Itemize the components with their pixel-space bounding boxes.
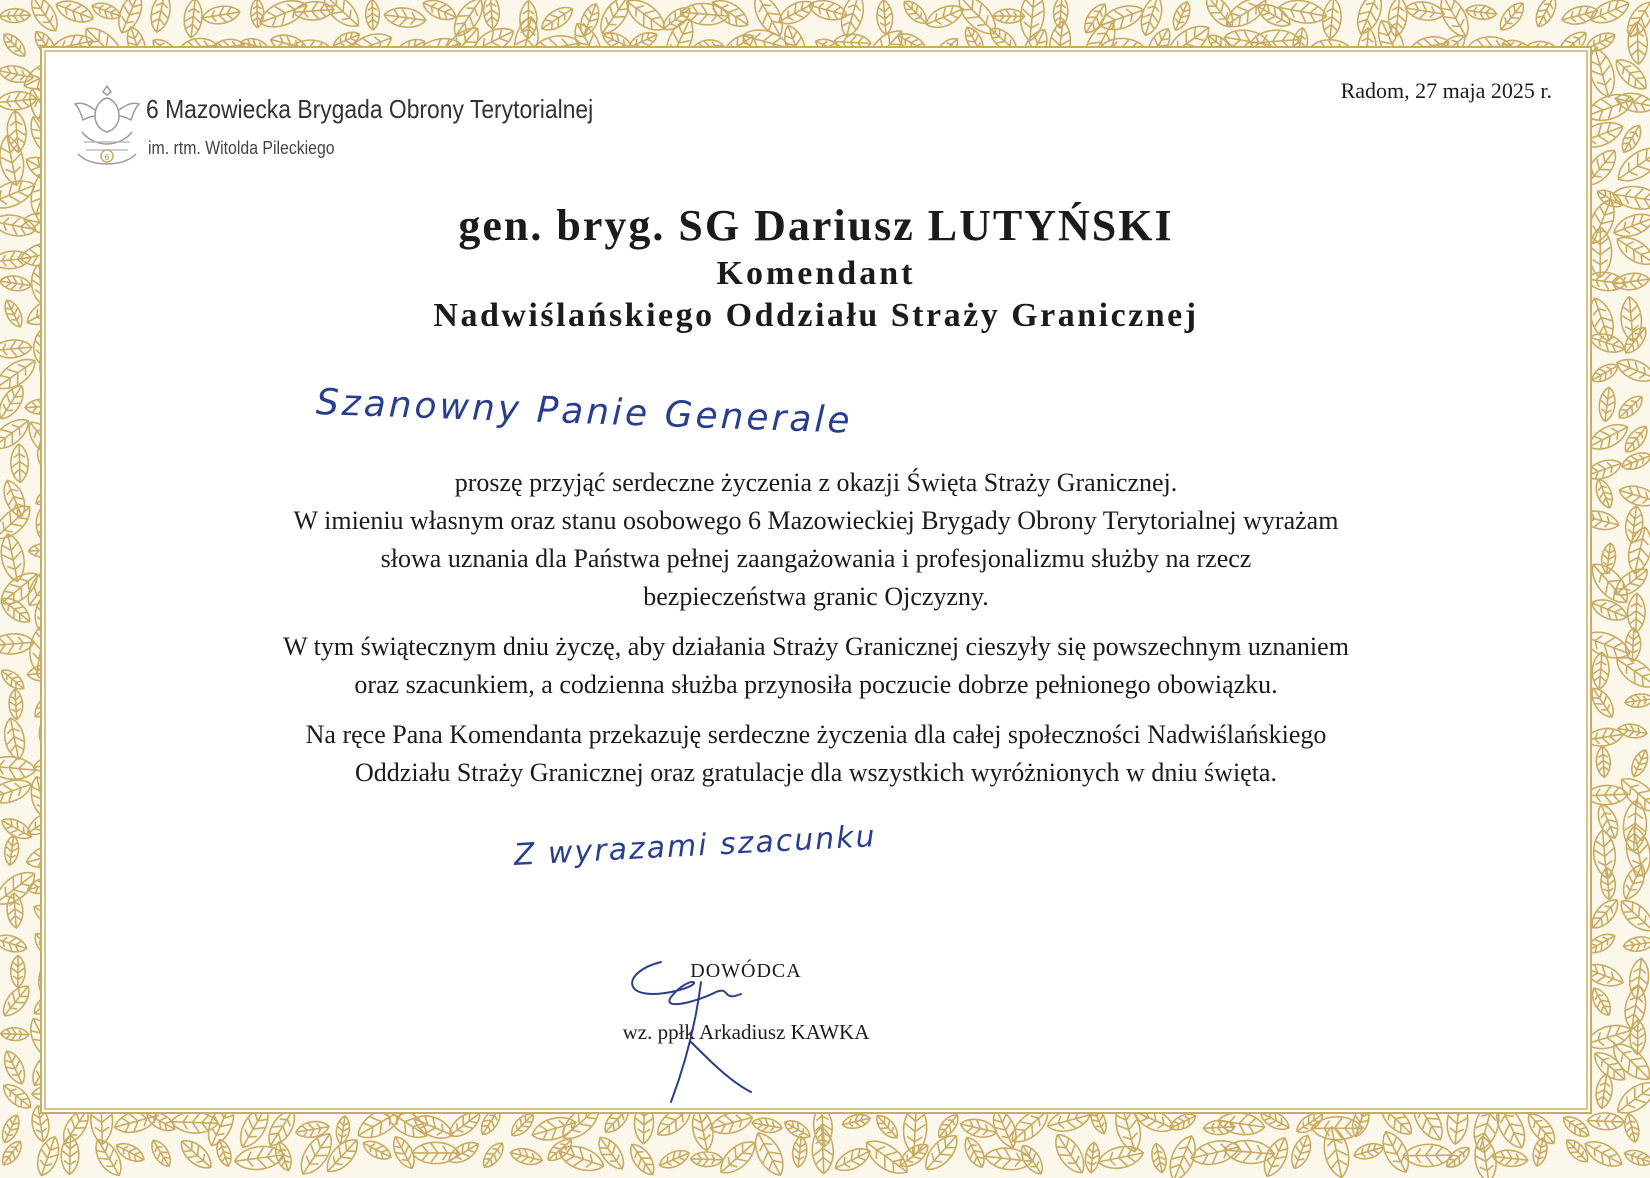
body-paragraph-3	[76, 716, 1556, 792]
unit-patron: im. rtm. Witolda Pileckiego	[148, 138, 335, 158]
letter-sheet	[46, 52, 1586, 1108]
signatory-name: wz. ppłk Arkadiusz KAWKA	[622, 1020, 870, 1044]
body-line: Na ręce Pana Komendanta przekazuję serdeczne życzenia dla całej społeczności Nadwiślańskiego	[305, 720, 1327, 749]
letter-body	[76, 464, 1556, 804]
addressee-name: gen. bryg. SG Dariusz LUTYŃSKI	[458, 201, 1174, 250]
body-paragraph-2	[76, 628, 1556, 704]
handwritten-closing: Z wyrazami szacunku	[513, 819, 878, 873]
signatory-title: DOWÓDCA	[690, 960, 802, 982]
body-line: bezpieczeństwa granic Ojczyzny.	[643, 582, 989, 611]
unit-name: 6 Mazowiecka Brygada Obrony Terytorialnej	[146, 94, 594, 124]
body-line: W imieniu własnym oraz stanu osobowego 6 Mazowieckiej Brygady Obrony Terytorialnej wyrażam	[293, 506, 1339, 535]
body-line: W tym świątecznym dniu życzę, aby działania Straży Granicznej cieszyły się powszechnym uznaniem	[283, 632, 1349, 661]
body-line: słowa uznania dla Państwa pełnej zaangażowania i profesjonalizmu służby na rzecz	[380, 544, 1252, 573]
addressee-block	[46, 198, 1586, 338]
addressee-unit: Nadwiślańskiego Oddziału Straży Granicznej	[433, 297, 1199, 334]
body-line: oraz szacunkiem, a codzienna służba przynosiła poczucie dobrze pełnionego obowiązku.	[354, 670, 1278, 699]
body-paragraph-1	[76, 464, 1556, 616]
handwritten-signature	[601, 942, 801, 1112]
handwritten-salutation: Szanowny Panie Generale	[315, 382, 854, 442]
addressee-role: Komendant	[716, 255, 916, 292]
eagle-emblem-icon	[72, 80, 142, 172]
body-line: proszę przyjąć serdeczne życzenia z okazji Święta Straży Granicznej.	[454, 468, 1178, 497]
letter-date: Radom, 27 maja 2025 r.	[1340, 78, 1552, 103]
body-line: Oddziału Straży Granicznej oraz gratulacje dla wszystkich wyróżnionych w dniu święta.	[355, 758, 1277, 787]
svg-text:6: 6	[104, 153, 110, 162]
